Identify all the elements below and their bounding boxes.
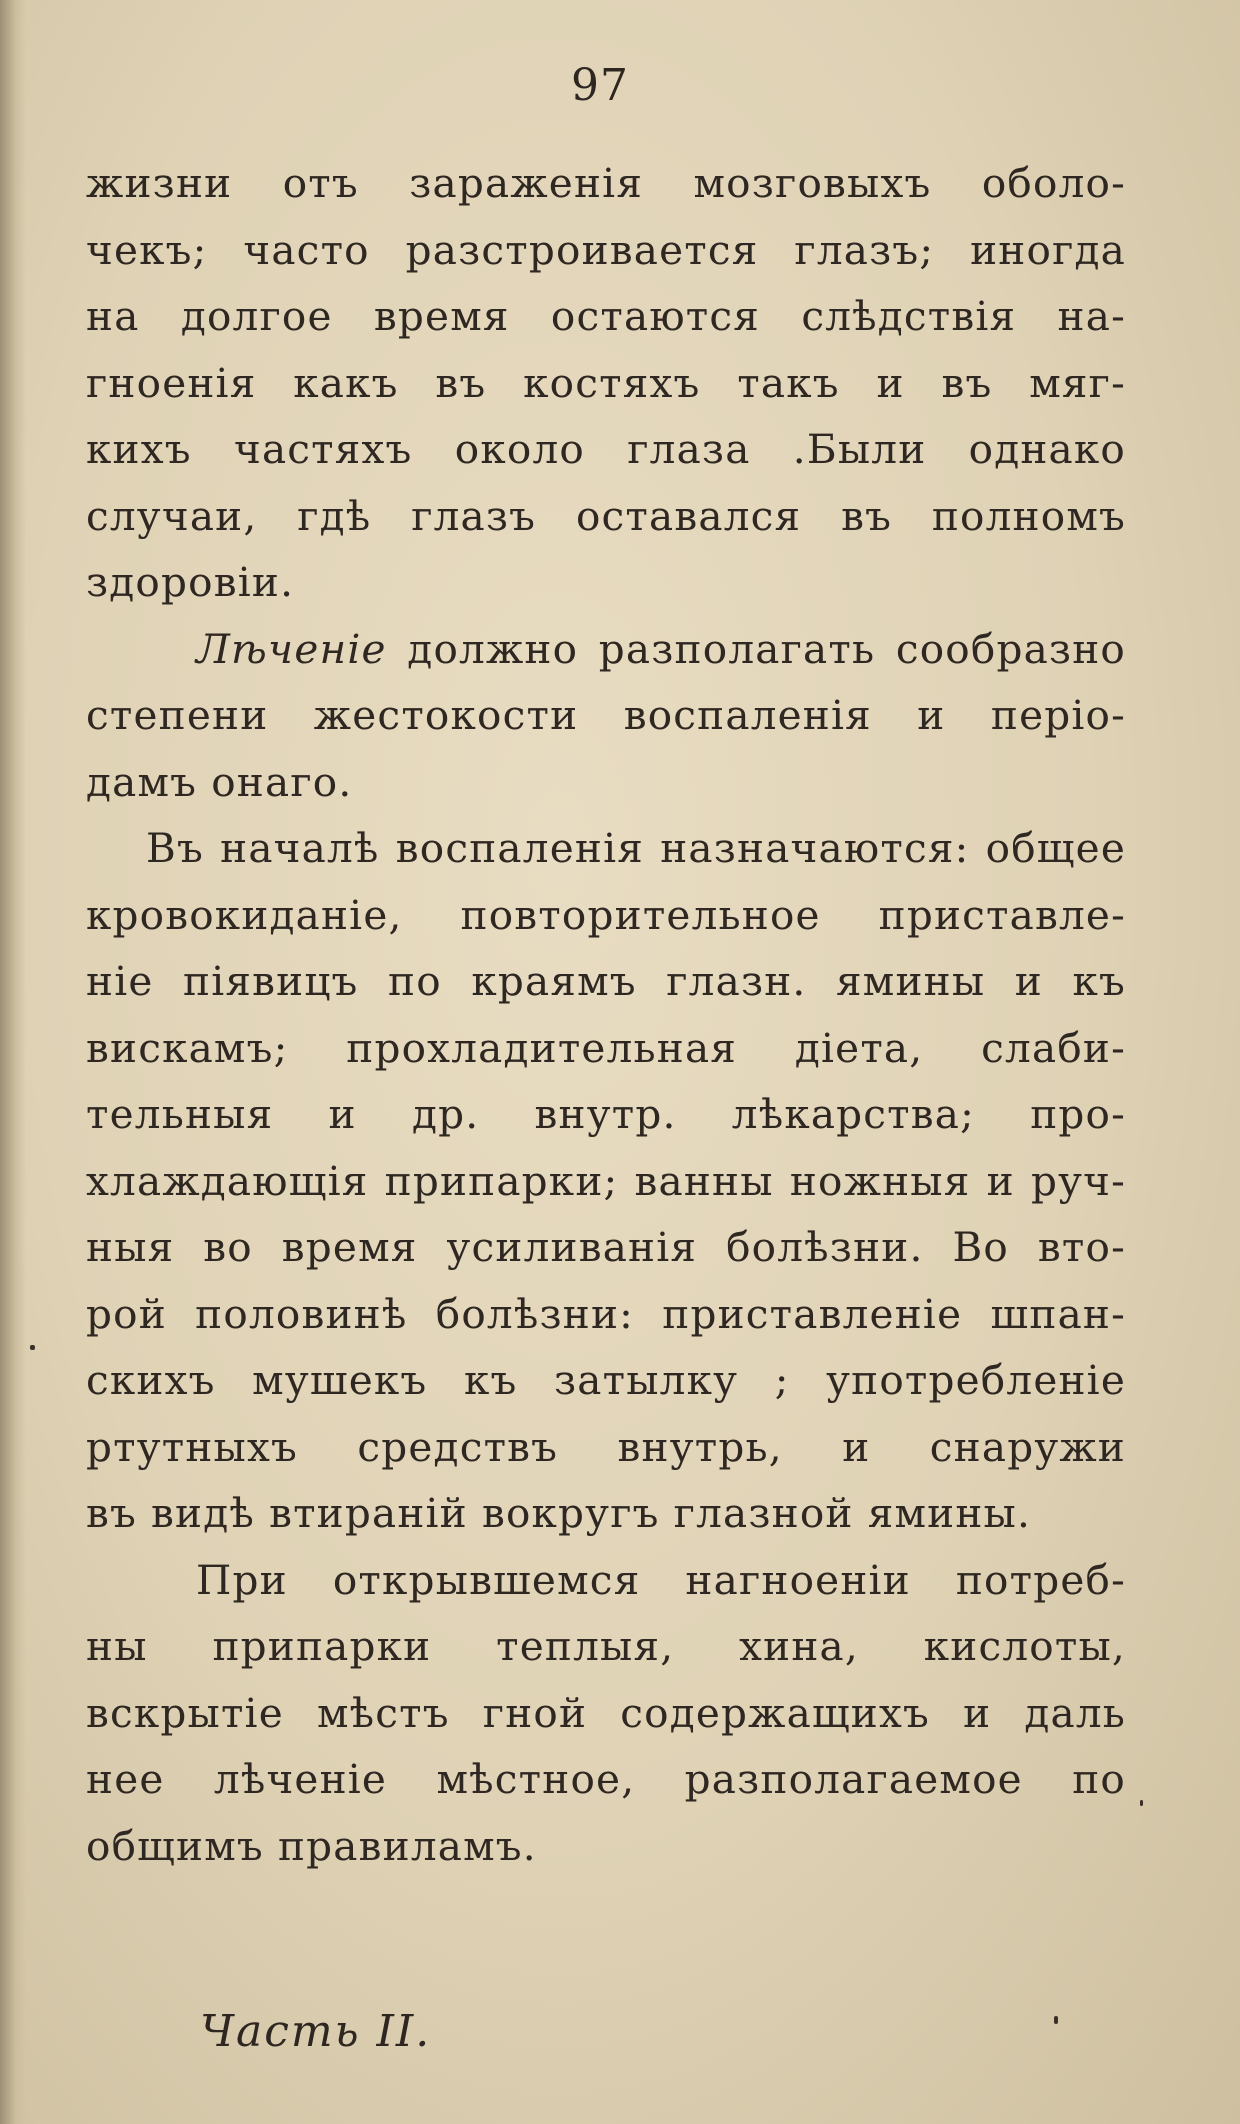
- text-line: кровокиданіе, повторительное приставле-: [86, 890, 1126, 939]
- ink-speck: [30, 1345, 35, 1350]
- text-line: ныя во время усиливанія болѣзни. Во вто-: [86, 1223, 1126, 1271]
- text-line: рой половинѣ болѣзни: приставленіе шпан-: [86, 1289, 1126, 1338]
- text-line: ніе піявицъ по краямъ глазн. ямины и къ: [86, 957, 1126, 1005]
- text-line-rest: должно разполагать сообразно: [386, 624, 1126, 673]
- text-line: ртутныхъ средствъ внутрь, и снаружи: [86, 1422, 1126, 1471]
- text-line: дамъ онаго.: [86, 757, 353, 806]
- body-text: [86, 150, 1126, 1879]
- text-line: въ видѣ втираній вокругъ глазной ямины.: [86, 1489, 1032, 1537]
- text-line: нее лѣченіе мѣстное, разполагаемое по: [86, 1755, 1126, 1803]
- paragraph-4: [86, 1547, 1126, 1880]
- text-line: тельныя и др. внутр. лѣкарства; про-: [86, 1090, 1126, 1138]
- text-line: жизни отъ зараженія мозговыхъ оболо-: [86, 159, 1126, 207]
- text-line: гноенія какъ въ костяхъ такъ и въ мяг-: [86, 358, 1126, 407]
- paragraph-3: [86, 815, 1126, 1547]
- text-line: вскрытіе мѣстъ гной содержащихъ и даль: [86, 1688, 1126, 1737]
- text-line: кихъ частяхъ около глаза .Были однако: [86, 425, 1126, 473]
- text-line: Въ началѣ воспаленія назначаются: общее: [146, 824, 1126, 872]
- text-line: степени жестокости воспаленія и періо-: [86, 691, 1126, 739]
- text-line: вискамъ; прохладительная діета, слаби-: [86, 1023, 1126, 1072]
- ink-speck: [1140, 1800, 1143, 1806]
- text-line: чекъ; часто разстроивается глазъ; иногда: [86, 225, 1126, 274]
- page-number: 97: [571, 60, 629, 111]
- text-line: хлаждающія припарки; ванны ножныя и руч-: [86, 1156, 1126, 1205]
- text-line: здоровіи.: [86, 558, 295, 606]
- text-line: При открывшемся нагноеніи потреб-: [196, 1555, 1126, 1604]
- italic-lead-word: Лѣченіе: [196, 624, 387, 673]
- text-line: скихъ мушекъ къ затылку ; употребленіе: [86, 1356, 1126, 1404]
- text-line: общимъ правиламъ.: [86, 1821, 537, 1870]
- text-line: [86, 616, 1126, 683]
- text-line: случаи, гдѣ глазъ оставался въ полномъ: [86, 491, 1126, 540]
- text-line: на долгое время остаются слѣдствія на-: [86, 292, 1126, 340]
- ink-speck: [1054, 2016, 1058, 2024]
- paragraph-1: [86, 150, 1126, 616]
- paragraph-2: [86, 616, 1126, 816]
- footer-part-label: Часть II.: [200, 2006, 432, 2057]
- text-line: ны припарки теплыя, хина, кислоты,: [86, 1622, 1126, 1670]
